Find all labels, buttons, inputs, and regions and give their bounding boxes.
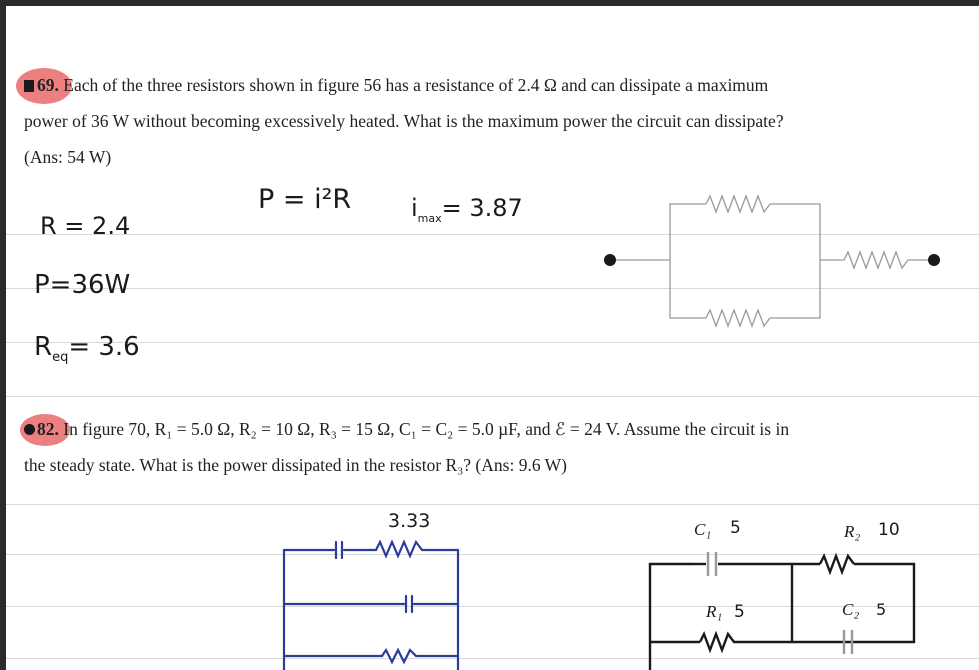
ruled-line [6, 396, 979, 397]
bullet-dot-icon [24, 424, 35, 435]
req-subscript: eq [52, 350, 69, 366]
ruled-line [6, 342, 979, 343]
label-c2: C₂ [842, 600, 860, 619]
ruled-line [6, 234, 979, 235]
ruled-line [6, 606, 979, 607]
problem-69-line-2: power of 36 W without becoming excessively heated. What is the maximum power the circuit can dissipate? [24, 111, 784, 131]
ruled-line [6, 504, 979, 505]
imax-value: = 3.87 [441, 194, 523, 222]
ruled-line [6, 658, 979, 659]
handwritten-c2-value: 5 [876, 600, 887, 619]
notebook-page [6, 6, 979, 670]
handwritten-power-formula: P = i²R [258, 184, 352, 215]
imax-symbol: i [411, 194, 418, 222]
problem-82-line-2: the steady state. What is the power dissipated in the resistor R₃? (Ans: 9.6 W) [24, 455, 567, 475]
label-c1: C₁ [694, 520, 712, 539]
ruled-line [6, 288, 979, 289]
ruled-line [6, 554, 979, 555]
label-r2: R₂ [844, 522, 861, 541]
circuit-figure-70 [6, 6, 979, 670]
handwritten-imax [411, 194, 523, 225]
problem-82-line-1 [24, 418, 789, 440]
handwritten-req [34, 332, 140, 365]
problem-69-answer: (Ans: 54 W) [24, 147, 112, 167]
problem-number: 82. [37, 419, 59, 439]
label-r1: R₁ [706, 602, 723, 621]
imax-subscript: max [417, 211, 442, 225]
problem-text: In figure 70, R₁ = 5.0 Ω, R₂ = 10 Ω, R₃ = 15 Ω, C₁ = C₂ = 5.0 µF, and ℰ = 24 V. Assume the circuit is in [63, 419, 790, 439]
handwritten-power: P=36W [34, 270, 131, 300]
req-value: = 3.6 [68, 332, 140, 362]
req-symbol: R [34, 332, 53, 362]
handwritten-resistance: R = 2.4 [40, 212, 131, 240]
handwritten-value-333: 3.33 [388, 510, 431, 532]
problem-number: 69. [37, 75, 59, 95]
terminal-dot-right [928, 254, 940, 266]
circuit-figure-56 [6, 6, 979, 670]
problem-69-line-1 [24, 74, 768, 96]
problem-text: Each of the three resistors shown in figure 56 has a resistance of 2.4 Ω and can dissipate a maximum [63, 75, 769, 95]
bullet-square-icon [24, 80, 34, 92]
terminal-dot-left [604, 254, 616, 266]
handwritten-c1-value: 5 [730, 518, 741, 538]
handwritten-blue-circuit [6, 6, 979, 670]
handwritten-r2-value: 10 [878, 520, 900, 540]
handwritten-r1-value: 5 [734, 602, 745, 622]
